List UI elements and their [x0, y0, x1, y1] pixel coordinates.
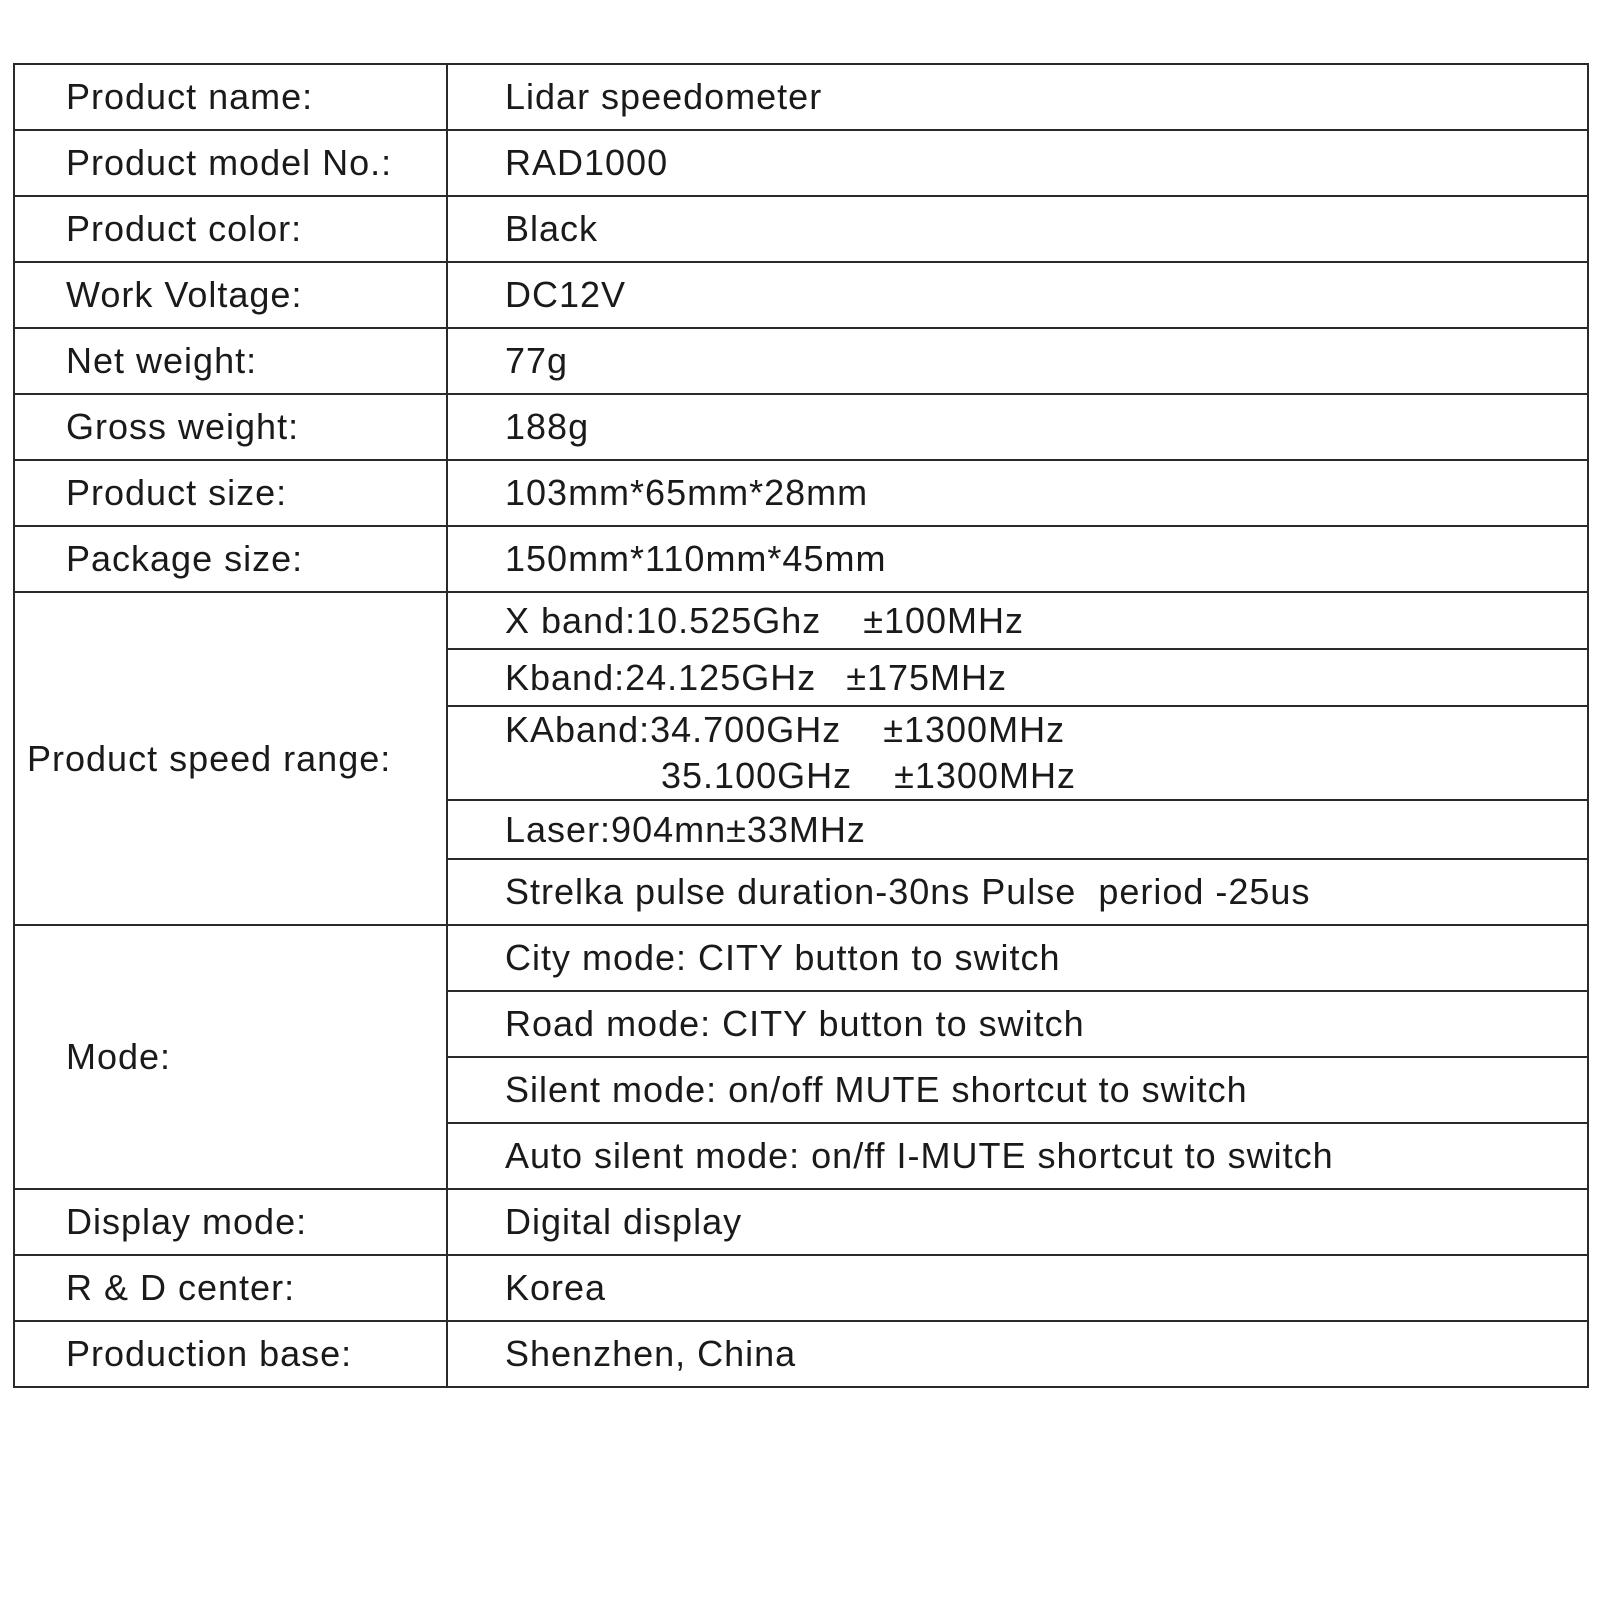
- x-band-freq: X band:10.525Ghz: [505, 599, 822, 641]
- table-row: [14, 526, 1588, 592]
- value-road-mode: Road mode: CITY button to switch: [447, 991, 1588, 1057]
- ka-band-line-1: [505, 707, 1587, 753]
- k-band-freq: Kband:24.125GHz: [505, 656, 817, 698]
- value-voltage: DC12V: [447, 262, 1588, 328]
- value-ka-band: [447, 706, 1588, 800]
- value-strelka: Strelka pulse duration-30ns Pulse period -25us: [447, 859, 1588, 925]
- value-production-base: Shenzhen, China: [447, 1321, 1588, 1387]
- table-row: [14, 262, 1588, 328]
- table-row: [14, 460, 1588, 526]
- table-row: [14, 196, 1588, 262]
- ka-band-freq-1: KAband:34.700GHz: [505, 709, 842, 750]
- label-voltage: Work Voltage:: [14, 262, 447, 328]
- label-net-weight: Net weight:: [14, 328, 447, 394]
- value-x-band: [447, 592, 1588, 649]
- ka-band-line-2: [505, 753, 1587, 799]
- label-mode: Mode:: [14, 925, 447, 1189]
- table-row: [14, 130, 1588, 196]
- table-row: [14, 925, 1588, 991]
- label-product-name: Product name:: [14, 64, 447, 130]
- label-production-base: Production base:: [14, 1321, 447, 1387]
- x-band-tolerance: ±100MHz: [863, 599, 1025, 641]
- label-display-mode: Display mode:: [14, 1189, 447, 1255]
- table-row: [14, 394, 1588, 460]
- value-product-name: Lidar speedometer: [447, 64, 1588, 130]
- ka-band-tolerance-1: ±1300MHz: [883, 709, 1066, 750]
- ka-band-freq-2: 35.100GHz: [661, 755, 853, 796]
- table-row: [14, 64, 1588, 130]
- ka-band-tolerance-2: ±1300MHz: [894, 755, 1076, 796]
- value-city-mode: City mode: CITY button to switch: [447, 925, 1588, 991]
- value-silent-mode: Silent mode: on/off MUTE shortcut to switch: [447, 1057, 1588, 1123]
- value-package-size: 150mm*110mm*45mm: [447, 526, 1588, 592]
- value-k-band: [447, 649, 1588, 706]
- value-auto-silent-mode: Auto silent mode: on/ff I-MUTE shortcut to switch: [447, 1123, 1588, 1189]
- table-row: [14, 592, 1588, 649]
- label-product-size: Product size:: [14, 460, 447, 526]
- label-rd-center: R & D center:: [14, 1255, 447, 1321]
- table-row: [14, 1189, 1588, 1255]
- label-gross-weight: Gross weight:: [14, 394, 447, 460]
- table-row: [14, 1255, 1588, 1321]
- value-model-no: RAD1000: [447, 130, 1588, 196]
- k-band-tolerance: ±175MHz: [846, 656, 1008, 698]
- label-package-size: Package size:: [14, 526, 447, 592]
- value-laser: Laser:904mn±33MHz: [447, 800, 1588, 859]
- value-rd-center: Korea: [447, 1255, 1588, 1321]
- value-product-size: 103mm*65mm*28mm: [447, 460, 1588, 526]
- value-gross-weight: 188g: [447, 394, 1588, 460]
- label-speed-range: Product speed range:: [14, 592, 447, 925]
- value-net-weight: 77g: [447, 328, 1588, 394]
- spec-table: [13, 63, 1589, 1388]
- table-row: [14, 1321, 1588, 1387]
- label-color: Product color:: [14, 196, 447, 262]
- value-display-mode: Digital display: [447, 1189, 1588, 1255]
- value-color: Black: [447, 196, 1588, 262]
- table-row: [14, 328, 1588, 394]
- label-model-no: Product model No.:: [14, 130, 447, 196]
